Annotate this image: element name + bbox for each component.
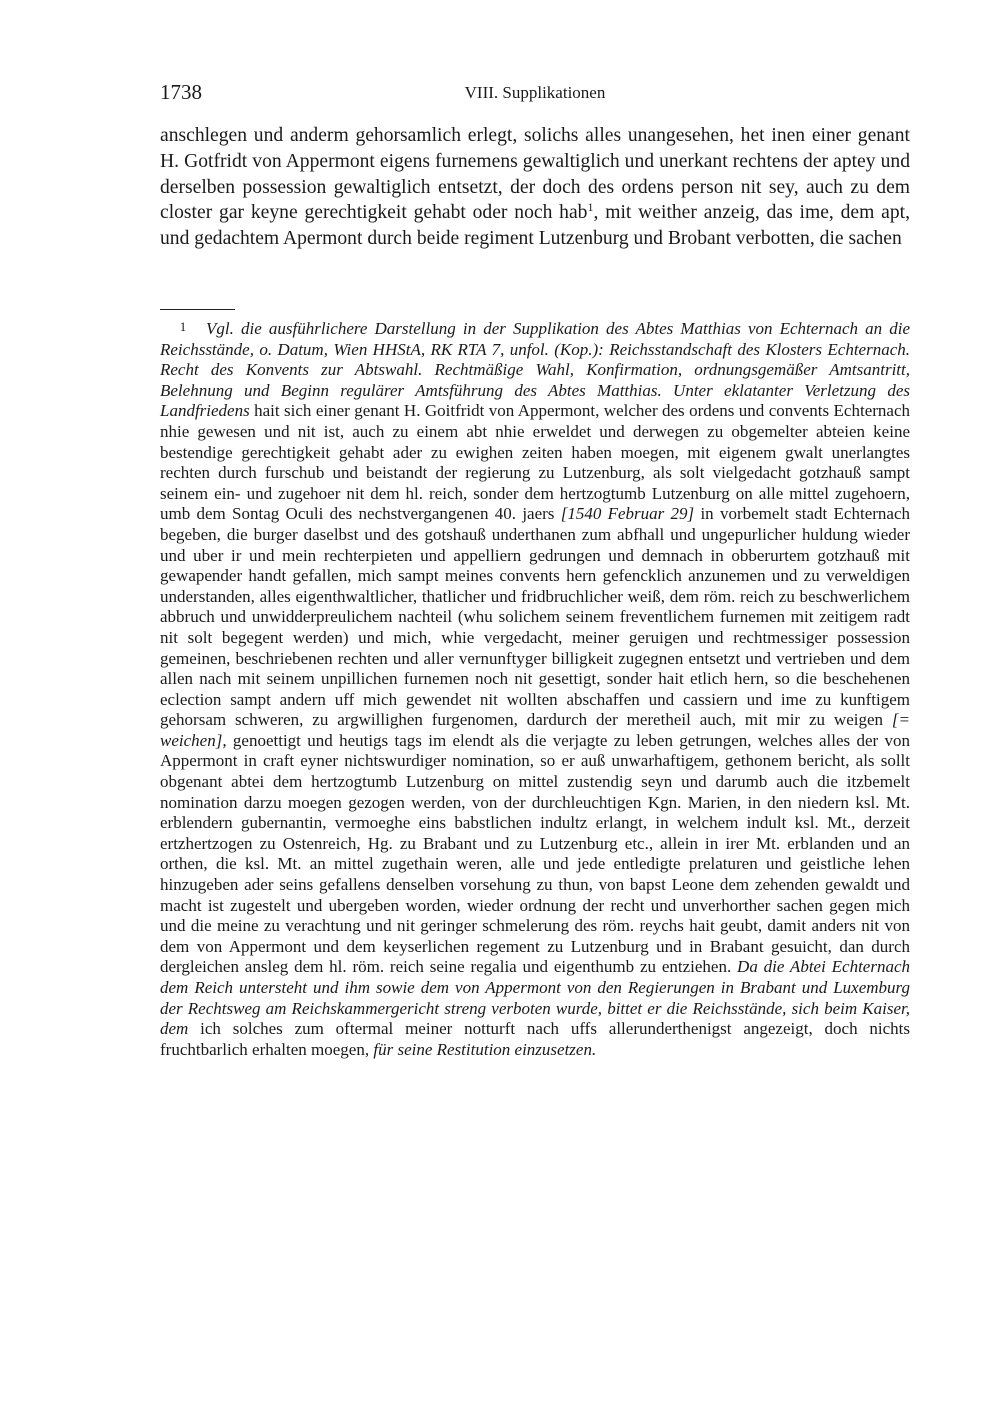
footnote-segment: in vorbemelt stadt Echternach begeben, die burger daselbst und des gotshauß underthanen zum abfhall und ungepurlicher huldung wieder und uber ir und mein rechterpieten und appelliern gedrungen und demnach in obberurtem gotzhauß mit gewapender handt gefallen, mich sampt meines convents hern gefencklich anzunemen und zu verweldigen understanden, alles eigenthwaltlicher, thatlicher und fridbruchlicher weiß, dem röm. reich zu beschwerlichem abbruch und unwidderpreulichem nachteil (whu solichem seinem freventlichem furnemen mit zeitigem radt nit solt begegent werden) und mich, whie vergedacht, meiner geruigen und rechtmessiger possession gemeinen, beschriebenen rechten und aller vernunftyger billigkeit zugegnen entsetzt und vertrieben und dem allen nach mit seinem unpillichen furnemen noch nit gesettigt, sonder hait etlich hern, so die beschehenen eclection sampt andern uff mich gewendet nit wollten abschaffen und cassiern und ime zu kunftigem gehorsam schweren, zu argwillighen furgenomen, dardurch der meretheil auch, mit mir zu weigen bbox=[160, 504, 910, 730]
footnote-segment: Vgl. die ausführlichere Darstellung in der Supplikation des Abtes Matthias von Echternach an die Reichsstände, o. Datum, Wien HHStA, RK RTA 7, unfol. (Kop.): Reichsstandschaft des Klosters Echternach. Recht des Konvents zur Abtswahl. Rechtmäßige Wahl, Konfirmation, ordnungsgemäßer Amtsantritt, Belehnung und Beginn regulärer Amtsführung des Abtes Matthias. Unter eklatanter Verletzung des Landfriedens bbox=[160, 319, 910, 421]
footnote-segment: [1540 Februar 29] bbox=[560, 504, 695, 524]
footnote-reference: 1 bbox=[587, 200, 594, 215]
footnote-segment: [= weichen], bbox=[160, 710, 910, 750]
footnote-segment: hait sich einer genant H. Goitfridt von Appermont, welcher des ordens und convents Echternach nhie gewesen und nit ist, auch zu einem abt nhie erweldet und derwegen zu obgemelter abteien keine bestendige gerechtigkeit gehabt ader zu ewighen zeiten haben moegen, mit eigenem gwalt unerlangtes rechten durch furschub und beistandt der regierung zu Lutzenburg, als solt vielgedacht gotzhauß sampt seinem ein- und zugehoer nit dem hl. reich, sonder dem hertzogtumb Lutzenburg on alle mittel zugehoern, umb dem Sontag Oculi des nechstvergangenen 40. jaers bbox=[160, 401, 910, 524]
footnote-segment: für seine Restitution einzusetzen. bbox=[373, 1039, 597, 1059]
running-head: VIII. Supplikationen bbox=[464, 83, 606, 102]
footnote bbox=[160, 317, 910, 1060]
footnote-segment: ich solches zum oftermal meiner notturft nach uffs allerunderthenigst angezeigt, doch nichts fruchtbarlich erhalten moegen, bbox=[160, 1019, 910, 1059]
footnote-text bbox=[160, 319, 910, 1059]
footnote-separator bbox=[160, 309, 235, 310]
page-number: 1738 bbox=[160, 80, 202, 104]
body-text-part-1: anschlegen und anderm gehorsamlich erlegt, solichs alles unangesehen, het inen einer genant H. Gotfridt von Appermont eigens furnemens gewaltiglich und unerkant rechtens der aptey und derselben possession gewaltiglich entsetzt, der doch des ordens person nit sey, auch zu dem closter gar keyne gerechtigkeit gehabt oder noch hab bbox=[160, 125, 910, 224]
footnote-segment: genoettigt und heutigs tags im elendt als die verjagte zu leben getrungen, welches alles der von Appermont in craft eyner nichtswurdiger nomination, so er auß unwarhaftigem, gethonem bericht, als sollt obgenant abtei dem hertzogtumb Lutzenburg on mittel zustendig seyn und darumb auch die itzbemelt nomination darzu moegen gezogen werden, von der durchleuchtigen Kgn. Marien, in den niedern ksl. Mt. erblendern gubernantin, vermoeghe eins babstlichen indultz erlangt, in welchem indult ksl. Mt., derzeit ertzhertzogen zu Ostenreich, Hg. zu Brabant und zu Lutzenburg etc., allein in irer Mt. erblanden und an orthen, die ksl. Mt. an mittel zugethain weren, alle und jede entledigte prelaturen und geistliche lehen hinzugeben ader seins gefallens denselben vorsehung zu thun, von bapst Leone dem zehenden gewaldt und macht ist zugestelt und ubergeben worden, wieder ordnung der recht und unverhorther sachen gegen mich und die meine zu verachtung und nit geringer schmelerung des röm. reychs hait geubt, damit anders nit von dem von Appermont und dem keyserlichen regement zu Lutzenburg und in Brabant gesuicht, dan durch dergleichen ansleg dem hl. röm. reich seine regalia und eigenthumb zu entziehen. bbox=[160, 730, 910, 977]
body-text-part-2: , mit weither anzeig, das ime, dem apt, und gedachtem Apermont durch beide regiment Lutzenburg und Brobant verbotten, die sachen bbox=[160, 202, 911, 250]
page-header bbox=[160, 80, 910, 108]
body-paragraph bbox=[160, 123, 910, 252]
footnote-segment: Da die Abtei Echternach dem Reich untersteht und ihm sowie dem von Appermont von den Regierungen in Brabant und Luxemburg der Rechtsweg am Reichskammergericht streng verboten wurde, bittet er die Reichsstände, sich beim Kaiser, dem bbox=[160, 957, 910, 1039]
footnote-number: 1 bbox=[179, 319, 187, 334]
